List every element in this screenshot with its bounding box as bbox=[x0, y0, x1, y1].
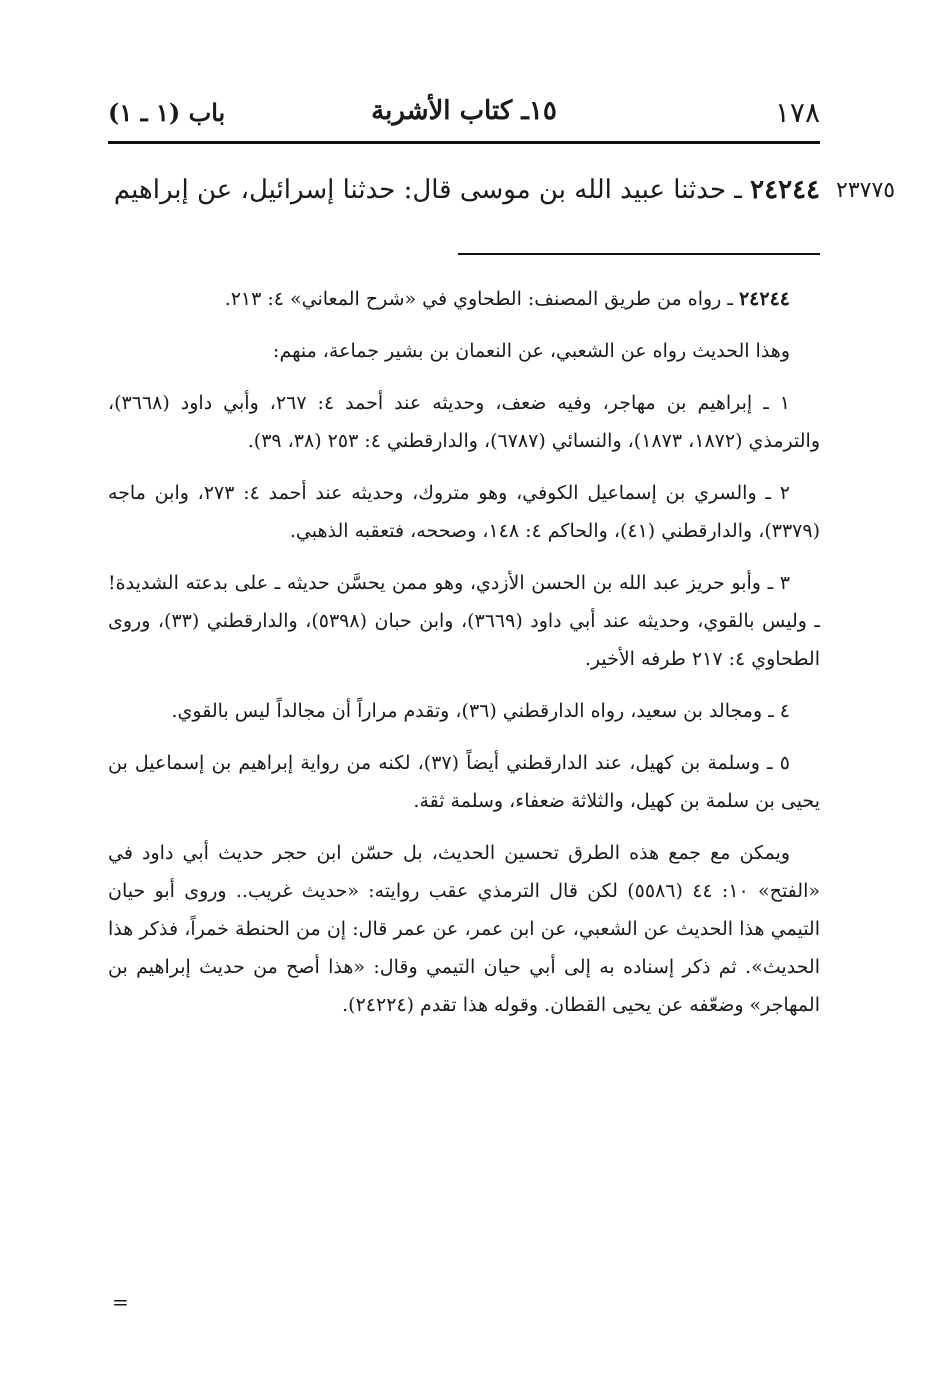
footnote-number: ٢٤٢٤٤ bbox=[738, 288, 790, 310]
footnote-text: وهذا الحديث رواه عن الشعبي، عن النعمان بن بشير جماعة، منهم: bbox=[273, 340, 790, 362]
footnote-text: ٣ ـ وأبو حريز عبد الله بن الحسن الأزدي، وهو ممن يحسَّن حديثه ـ على بدعته الشديدة! ـ وليس بالقوي، وحديثه عند أبي داود (٣٦٦٩)، وابن حبان (٥٣٩٨)، والدارقطني (٣٣)، وروى الطحاوي ٤: ٢١٧ طرفه الأخير. bbox=[108, 572, 820, 670]
book-title: ١٥ـ كتاب الأشربة bbox=[371, 96, 557, 126]
footnote-text: ويمكن مع جمع هذه الطرق تحسين الحديث، بل حسّن ابن حجر حديث أبي داود في «الفتح» ١٠: ٤٤ (٥٥٨٦) لكن قال الترمذي عقب روايته: «حديث غريب.. وروى أبو حيان التيمي هذا الحديث عن الشعبي، عن ابن عمر، عن عمر قال: إن من الحنطة خمراً، فذكر هذا الحديث». ثم ذكر إسناده به إلى أبي حيان التيمي وقال: «هذا أصح من حديث إبراهيم بن المهاجر» وضعّفه عن يحيى القطان. وقوله هذا تقدم (٢٤٢٢٤). bbox=[108, 842, 820, 1016]
footnote-text: ٥ ـ وسلمة بن كهيل، عند الدارقطني أيضاً (٣٧)، لكنه من رواية إبراهيم بن إسماعيل بن يحيى بن سلمة بن كهيل، والثلاثة ضعفاء، وسلمة ثقة. bbox=[108, 752, 820, 812]
footnote-text: ١ ـ إبراهيم بن مهاجر، وفيه ضعف، وحديثه عند أحمد ٤: ٢٦٧، وأبي داود (٣٦٦٨)، والترمذي (١٨٧٢، ١٨٧٣)، والنسائي (٦٧٨٧)، والدارقطني ٤: ٢٥٣ (٣٨، ٣٩). bbox=[108, 392, 820, 452]
continuation-mark: = bbox=[112, 1290, 129, 1314]
footnote-paragraph bbox=[108, 332, 820, 370]
hadith-text bbox=[108, 170, 820, 230]
footnote-text: ٢ ـ والسري بن إسماعيل الكوفي، وهو متروك، وحديثه عند أحمد ٤: ٢٧٣، وابن ماجه (٣٣٧٩)، والدارقطني (٤١)، والحاكم ٤: ١٤٨، وصححه، فتعقبه الذهبي. bbox=[108, 482, 820, 542]
footnote-paragraph bbox=[108, 280, 820, 318]
footnote-text: ٤ ـ ومجالد بن سعيد، رواه الدارقطني (٣٦)، وتقدم مراراً أن مجالداً ليس بالقوي. bbox=[171, 700, 790, 722]
chapter-label: باب (١ ـ ١) bbox=[108, 98, 226, 127]
footnote-paragraph bbox=[108, 564, 820, 678]
footnote-paragraph bbox=[108, 474, 820, 550]
footnote-text: ـ رواه من طريق المصنف: الطحاوي في «شرح المعاني» ٤: ٢١٣. bbox=[224, 288, 739, 310]
page-number: ١٧٨ bbox=[774, 96, 820, 129]
footnote-paragraph bbox=[108, 384, 820, 460]
footnotes bbox=[108, 280, 820, 1038]
footnote-paragraph bbox=[108, 692, 820, 730]
footnote-paragraph bbox=[108, 744, 820, 820]
hadith-number: ٢٤٢٤٤ bbox=[750, 175, 820, 205]
side-number: ٢٣٧٧٥ bbox=[836, 178, 896, 203]
page-header bbox=[108, 90, 820, 134]
footnote-paragraph bbox=[108, 834, 820, 1024]
header-rule bbox=[108, 141, 820, 144]
hadith-body: ـ حدثنا عبيد الله بن موسى قال: حدثنا إسرائيل، عن إبراهيم bbox=[113, 175, 751, 205]
footnote-rule bbox=[458, 253, 820, 255]
